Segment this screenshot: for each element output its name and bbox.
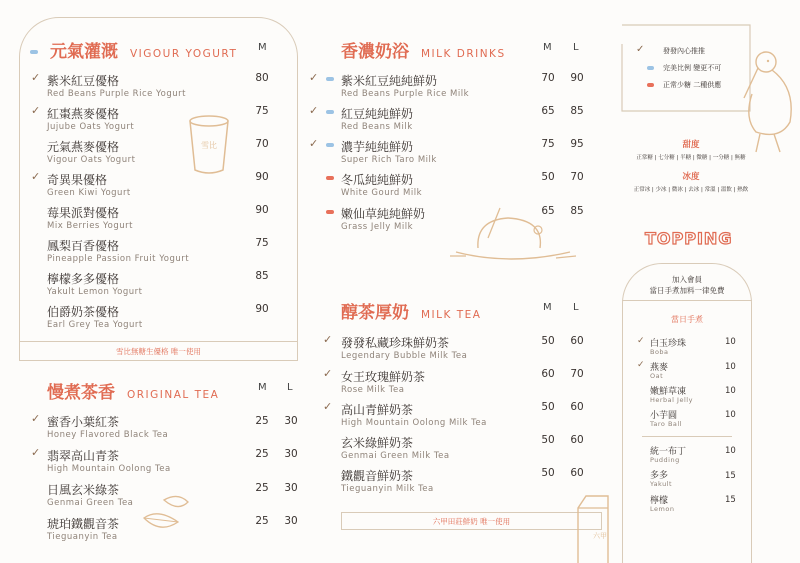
menu-item[interactable]: 紫米紅豆純純鮮奶 Red Beans Purple Rice Milk xyxy=(341,74,470,99)
price-m: 25 xyxy=(255,515,269,527)
milktea-col-m: M xyxy=(543,302,552,313)
menu-item[interactable]: 琥珀鐵觀音茶 Tieguanyin Tea xyxy=(47,517,120,542)
topping-title: TOPPING xyxy=(645,229,733,248)
price-m: 25 xyxy=(255,482,269,494)
menu-item[interactable]: 鳳梨百香優格 Pineapple Passion Fruit Yogurt xyxy=(47,239,190,264)
milk-col-m: M xyxy=(543,42,552,53)
menu-item[interactable]: 嫩仙草純純鮮奶 Grass Jelly Milk xyxy=(341,207,426,232)
topping-price: 15 xyxy=(725,471,736,481)
price-l: 70 xyxy=(570,368,584,380)
topping-price: 10 xyxy=(725,410,736,420)
milktea-col-l: L xyxy=(573,302,579,313)
price-m: 25 xyxy=(255,415,269,427)
price-l: 85 xyxy=(570,105,584,117)
price-m: 50 xyxy=(541,401,555,413)
recommend-check-icon: ✓ xyxy=(31,104,41,117)
red-dot-icon xyxy=(326,210,334,214)
menu-item[interactable]: 冬瓜純純鮮奶 White Gourd Milk xyxy=(341,173,423,198)
price-l: 60 xyxy=(570,335,584,347)
yogurt-title: 元氣灌溉 VIGOUR YOGURT xyxy=(30,37,237,62)
sweetness-title: 甜度 xyxy=(682,140,700,150)
blue-dot-icon xyxy=(326,143,334,147)
menu-item[interactable]: 高山青鮮奶茶 High Mountain Oolong Milk Tea xyxy=(341,403,487,428)
price-l: 85 xyxy=(570,205,584,217)
daily-cooked-title: 當日手煮 xyxy=(671,315,703,324)
menu-item[interactable]: 檸檬多多優格 Yakult Lemon Yogurt xyxy=(47,272,143,297)
blue-dot-icon xyxy=(30,50,38,54)
menu-item[interactable]: 鐵觀音鮮奶茶 Tieguanyin Milk Tea xyxy=(341,469,434,494)
topping-price: 10 xyxy=(725,386,736,396)
topping-item[interactable]: 嫩鮮草凍 Herbal Jelly xyxy=(650,387,693,404)
price-l: 95 xyxy=(570,138,584,150)
milk-title: 香濃奶浴 MILK DRINKS xyxy=(341,42,506,62)
member-title: 加入會員 xyxy=(672,275,702,284)
menu-item[interactable]: 玄米綠鮮奶茶 Genmai Green Milk Tea xyxy=(341,436,450,461)
menu-item[interactable]: 伯爵奶茶優格 Earl Grey Tea Yogurt xyxy=(47,305,143,330)
price-m: 70 xyxy=(541,72,555,84)
sweetness-options: 正常糖 | 七分糖 | 半糖 | 微糖 | 一分糖 | 無糖 xyxy=(636,155,746,161)
price-m: 90 xyxy=(255,204,269,216)
topping-item[interactable]: 小芋圓 Taro Ball xyxy=(650,411,683,428)
price-m: 90 xyxy=(255,171,269,183)
topping-item[interactable]: 檸檬 Lemon xyxy=(650,496,675,513)
menu-item[interactable]: 發發私藏珍珠鮮奶茶 Legendary Bubble Milk Tea xyxy=(341,336,468,361)
menu-item[interactable]: 紅豆純純鮮奶 Red Beans Milk xyxy=(341,107,414,132)
divider xyxy=(642,436,732,437)
tea-title: 慢煮茶香 ORIGINAL TEA xyxy=(47,383,220,403)
cup-label: 雪比 xyxy=(201,141,217,150)
price-m: 65 xyxy=(541,105,555,117)
topping-item[interactable]: 白玉珍珠 Boba xyxy=(650,339,687,356)
price-m: 85 xyxy=(255,270,269,282)
price-l: 60 xyxy=(570,467,584,479)
recommend-check-icon: ✓ xyxy=(637,336,645,346)
red-dot-icon xyxy=(326,176,334,180)
topping-item[interactable]: 統一布丁 Pudding xyxy=(650,447,687,464)
topping-price: 10 xyxy=(725,337,736,347)
yogurt-note: 雪比無糖生優格 唯一使用 xyxy=(19,341,298,361)
topping-item[interactable]: 多多 Yakult xyxy=(650,471,673,488)
price-l: 60 xyxy=(570,434,584,446)
blue-dot-icon xyxy=(647,66,654,70)
price-m: 50 xyxy=(541,171,555,183)
price-m: 80 xyxy=(255,72,269,84)
legend-fixed-ratio: 完美比例 變更不可 xyxy=(663,64,722,72)
menu-item[interactable]: 紫米紅豆優格 Red Beans Purple Rice Yogurt xyxy=(47,74,186,99)
red-dot-icon xyxy=(647,83,654,87)
menu-item[interactable]: 女王玫瑰鮮奶茶 Rose Milk Tea xyxy=(341,370,426,395)
price-m: 50 xyxy=(541,434,555,446)
ice-title: 冰度 xyxy=(682,172,700,182)
milktea-note: 六甲田莊鮮奶 唯一使用 xyxy=(341,512,602,530)
blue-dot-icon xyxy=(326,77,334,81)
topping-price: 15 xyxy=(725,495,736,505)
recommend-check-icon: ✓ xyxy=(31,170,41,183)
menu-item[interactable]: 莓果派對優格 Mix Berries Yogurt xyxy=(47,206,133,231)
yogurt-cup-illustration xyxy=(186,114,232,176)
price-m: 70 xyxy=(255,138,269,150)
ice-options: 正常冰 | 少冰 | 微冰 | 去冰 | 常溫 | 溫飲 | 熱飲 xyxy=(633,187,749,193)
price-m: 75 xyxy=(541,138,555,150)
legend-sugar-options: 正常少糖 二種供應 xyxy=(663,81,722,89)
menu-item[interactable]: 元氣燕麥優格 Vigour Oats Yogurt xyxy=(47,140,136,165)
price-m: 25 xyxy=(255,448,269,460)
menu-item[interactable]: 蜜香小葉紅茶 Honey Flavored Black Tea xyxy=(47,415,169,440)
price-l: 30 xyxy=(284,448,298,460)
price-l: 70 xyxy=(570,171,584,183)
recommend-check-icon: ✓ xyxy=(309,104,319,117)
topping-price: 10 xyxy=(725,362,736,372)
price-l: 30 xyxy=(284,515,298,527)
topping-item[interactable]: 燕麥 Oat xyxy=(650,363,669,380)
milktea-title: 醇茶厚奶 MILK TEA xyxy=(341,303,482,323)
carton-label: 六甲 xyxy=(593,532,607,540)
recommend-check-icon: ✓ xyxy=(31,71,41,84)
topping-price: 10 xyxy=(725,446,736,456)
recommend-check-icon: ✓ xyxy=(31,446,41,459)
legend-recommend: 發發內心推推 xyxy=(663,47,705,55)
price-m: 50 xyxy=(541,335,555,347)
recommend-check-icon: ✓ xyxy=(309,137,319,150)
price-m: 75 xyxy=(255,237,269,249)
recommend-check-icon: ✓ xyxy=(309,71,319,84)
yogurt-col-m: M xyxy=(258,42,267,53)
tea-col-m: M xyxy=(258,382,267,393)
menu-item[interactable]: 翡翠高山青茶 High Mountain Oolong Tea xyxy=(47,449,171,474)
milk-carton-illustration xyxy=(572,494,614,563)
price-l: 90 xyxy=(570,72,584,84)
recommend-check-icon: ✓ xyxy=(31,412,41,425)
price-m: 50 xyxy=(541,467,555,479)
price-m: 90 xyxy=(255,303,269,315)
price-l: 30 xyxy=(284,415,298,427)
tea-leaf-illustration xyxy=(138,494,192,546)
price-l: 60 xyxy=(570,401,584,413)
menu-item[interactable]: 紅棗燕麥優格 Jujube Oats Yogurt xyxy=(47,107,135,132)
menu-item[interactable]: 日風玄米綠茶 Genmai Green Tea xyxy=(47,483,134,508)
price-m: 75 xyxy=(255,105,269,117)
price-m: 60 xyxy=(541,368,555,380)
price-m: 65 xyxy=(541,205,555,217)
milk-col-l: L xyxy=(573,42,579,53)
menu-item[interactable]: 濃芋純純鮮奶 Super Rich Taro Milk xyxy=(341,140,437,165)
tea-col-l: L xyxy=(287,382,293,393)
recommend-check-icon: ✓ xyxy=(637,360,645,370)
recommend-check-icon: ✓ xyxy=(636,44,645,55)
blue-dot-icon xyxy=(326,110,334,114)
recommend-check-icon: ✓ xyxy=(323,333,333,346)
milk-bowl-illustration xyxy=(448,200,578,272)
divider xyxy=(622,300,752,301)
member-note: 當日手煮加料一律免費 xyxy=(649,286,725,295)
price-l: 30 xyxy=(284,482,298,494)
menu-item[interactable]: 奇異果優格 Green Kiwi Yogurt xyxy=(47,173,131,198)
recommend-check-icon: ✓ xyxy=(323,367,333,380)
recommend-check-icon: ✓ xyxy=(323,400,333,413)
